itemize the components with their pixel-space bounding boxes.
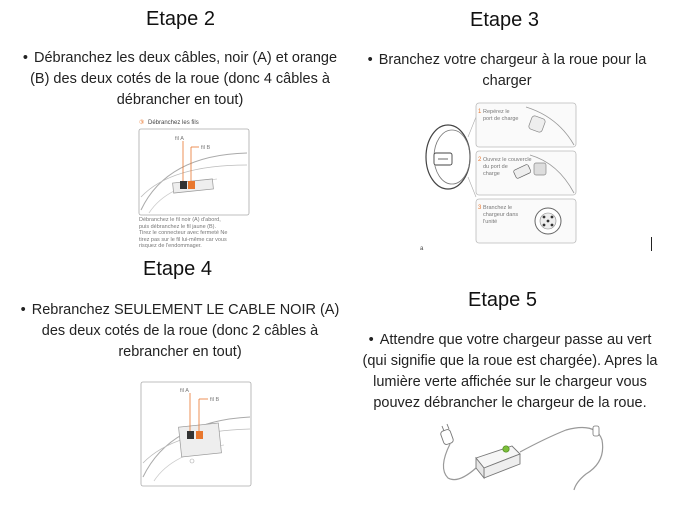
step2-title: Etape 2 bbox=[146, 8, 215, 30]
step5-line4: pouvez débrancher le chargeur de la roue. bbox=[373, 395, 647, 411]
charger-cable-out bbox=[520, 428, 603, 490]
step2-fig-frame bbox=[139, 129, 249, 215]
step3-line2: charger bbox=[482, 73, 532, 89]
text-cursor-mark bbox=[651, 237, 652, 251]
step2-fig-caption bbox=[139, 217, 249, 250]
step4-line1: Rebranchez SEULEMENT LE CABLE NOIR (A) bbox=[31, 302, 340, 318]
step3-panel1-line2: port de charge bbox=[483, 116, 519, 122]
step4-fig-label-b: fil B bbox=[210, 397, 220, 403]
step3-fig-corner-letter: a bbox=[420, 246, 424, 252]
step4-title: Etape 4 bbox=[143, 258, 212, 280]
step2-fig-label-b: fil B bbox=[201, 145, 211, 151]
step2-fig-connector-a bbox=[180, 181, 187, 189]
step3-panel2-line2: du port de bbox=[483, 164, 508, 170]
charger-cable-in bbox=[443, 444, 476, 480]
step3-panel3-line3: l'unité bbox=[483, 219, 498, 225]
caption-line: risquez de l'endommager. bbox=[139, 243, 202, 249]
step2-fig-heading: Débranchez les fils bbox=[148, 120, 199, 126]
step5-bullet: • bbox=[368, 332, 374, 348]
step3-panel1-num: 1 bbox=[478, 109, 482, 115]
caption-line: Tirez le connecteur avec fermeté Ne bbox=[139, 230, 228, 236]
charger-output-connector-icon bbox=[593, 426, 599, 436]
step2-line3: débrancher en tout) bbox=[116, 92, 244, 108]
step2-fig-label-a: fil A bbox=[175, 136, 184, 142]
step2-line1: Débranchez les deux câbles, noir (A) et orange bbox=[34, 50, 338, 66]
caption-line: puis débranchez le fil jaune (B). bbox=[139, 223, 217, 230]
step2-fig-heading-num: ③ bbox=[139, 120, 145, 126]
step3-fig-wheel bbox=[426, 117, 476, 197]
step3-panel2-line3: charge bbox=[483, 171, 500, 177]
charger-green-led bbox=[503, 446, 509, 452]
step4-fig-connector-b bbox=[196, 431, 203, 439]
step5-title: Etape 5 bbox=[468, 289, 537, 311]
caption-line: Débranchez le fil noir (A) d'abord, bbox=[139, 217, 221, 223]
step3-panel3-line1: Branchez le bbox=[483, 205, 513, 211]
step4-figure bbox=[140, 381, 254, 489]
step4-line2: des deux cotés de la roue (donc 2 câbles à bbox=[41, 323, 319, 339]
step5-line1: Attendre que votre chargeur passe au vert bbox=[379, 332, 652, 348]
wall-plug-icon bbox=[440, 424, 454, 445]
step3-line1: Branchez votre chargeur à la roue pour la bbox=[378, 52, 647, 68]
step4-fig-connector-a bbox=[187, 431, 194, 439]
step3-panel2-line1: Ouvrez le couvercle bbox=[483, 157, 532, 163]
step2-line2: (B) des deux cotés de la roue (donc 4 câbles à bbox=[30, 71, 330, 87]
step3-panel3-line2: chargeur dans bbox=[483, 212, 519, 218]
step4-text bbox=[10, 300, 350, 363]
caption-line: tirez pas sur le fil lui-même car vous bbox=[139, 236, 227, 243]
step2-bullet: • bbox=[22, 50, 28, 66]
step4-line3: rebrancher en tout) bbox=[118, 344, 242, 360]
step5-line3: lumière verte affichée sur le chargeur vous bbox=[373, 374, 647, 390]
step2-text bbox=[10, 48, 350, 111]
step4-bullet: • bbox=[20, 302, 26, 318]
step3-figure bbox=[418, 97, 584, 253]
step3-panel1-line1: Repérez le bbox=[483, 109, 510, 115]
step4-fig-label-a: fil A bbox=[180, 388, 189, 394]
step2-fig-connector-b bbox=[188, 181, 195, 189]
step5-line2: (qui signifie que la roue est chargée). Apres la bbox=[362, 353, 658, 369]
step3-bullet: • bbox=[367, 52, 373, 68]
step3-panel3-num: 3 bbox=[478, 205, 482, 211]
step5-charger-figure bbox=[436, 422, 610, 494]
step3-title: Etape 3 bbox=[470, 9, 539, 31]
step3-panel2-num: 2 bbox=[478, 157, 482, 163]
charger-brick bbox=[476, 446, 520, 478]
step3-text bbox=[352, 50, 662, 92]
step5-text bbox=[342, 330, 678, 414]
step3-charge-port-icon bbox=[535, 208, 561, 234]
